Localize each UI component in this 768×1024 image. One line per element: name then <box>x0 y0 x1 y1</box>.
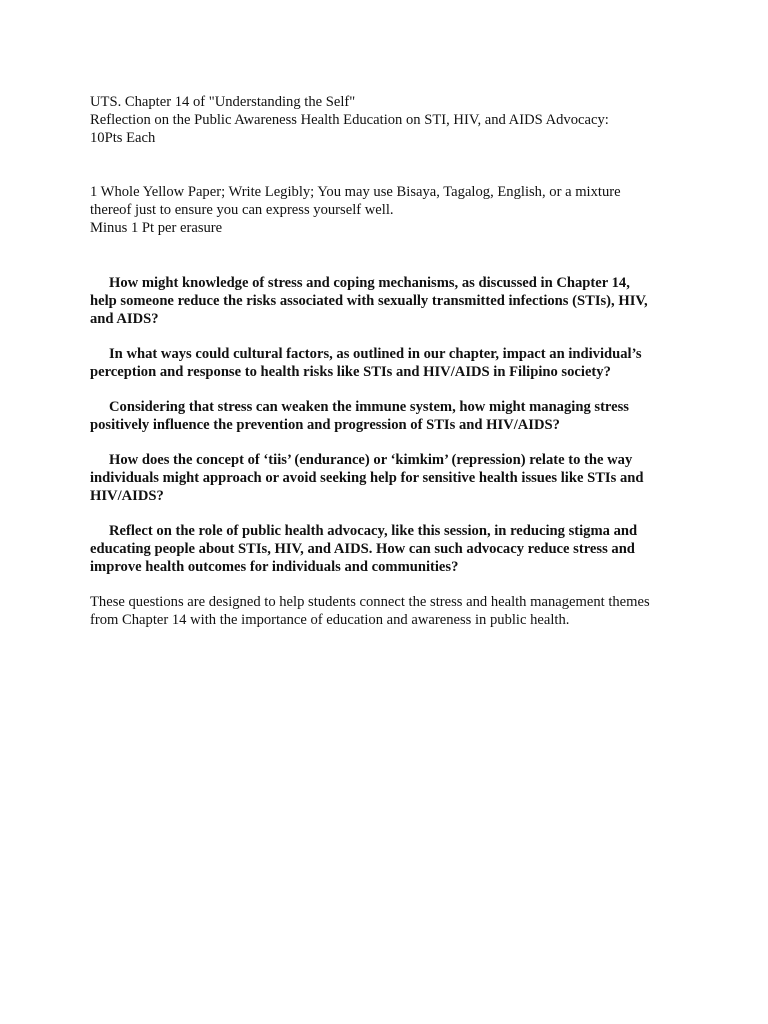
question-line: perception and response to health risks like STIs and HIV/AIDS in Filipino society? <box>90 364 611 380</box>
question-line: How might knowledge of stress and coping mechanisms, as discussed in Chapter 14, <box>109 275 630 291</box>
question-line: Reflect on the role of public health advocacy, like this session, in reducing stigma and <box>109 523 638 539</box>
instructions-line-1: 1 Whole Yellow Paper; Write Legibly; You may use Bisaya, Tagalog, English, or a mixture <box>90 184 621 200</box>
instructions-paragraph <box>90 183 680 219</box>
question-line: and AIDS? <box>90 311 159 327</box>
penalty-note: Minus 1 Pt per erasure <box>90 220 223 236</box>
question-item <box>90 398 680 434</box>
course-line: UTS. Chapter 14 of "Understanding the Self" <box>90 94 356 110</box>
question-item <box>90 522 680 576</box>
instructions-line-2: thereof just to ensure you can express yourself well. <box>90 202 394 218</box>
question-line: help someone reduce the risks associated with sexually transmitted infections (STIs), HIV, <box>90 293 648 309</box>
question-item <box>90 274 680 328</box>
question-line: improve health outcomes for individuals and communities? <box>90 559 459 575</box>
document-page <box>90 93 680 644</box>
question-line: How does the concept of ‘tiis’ (endurance) or ‘kimkim’ (repression) relate to the way <box>109 452 633 468</box>
question-line: In what ways could cultural factors, as outlined in our chapter, impact an individual’s <box>109 346 642 362</box>
question-item <box>90 451 680 505</box>
closing-line-1: These questions are designed to help students connect the stress and health management themes <box>90 594 650 610</box>
document-header <box>90 93 680 147</box>
closing-paragraph <box>90 593 680 629</box>
question-list <box>90 274 680 576</box>
question-line: educating people about STIs, HIV, and AIDS. How can such advocacy reduce stress and <box>90 541 635 557</box>
question-line: positively influence the prevention and progression of STIs and HIV/AIDS? <box>90 417 560 433</box>
question-item <box>90 345 680 381</box>
points-line: 10Pts Each <box>90 130 156 146</box>
question-line: Considering that stress can weaken the immune system, how might managing stress <box>109 399 629 415</box>
document-title: Reflection on the Public Awareness Health Education on STI, HIV, and AIDS Advocacy: <box>90 112 609 128</box>
instructions <box>90 183 680 237</box>
question-line: HIV/AIDS? <box>90 488 164 504</box>
question-line: individuals might approach or avoid seeking help for sensitive health issues like STIs and <box>90 470 644 486</box>
closing-line-2: from Chapter 14 with the importance of education and awareness in public health. <box>90 612 570 628</box>
